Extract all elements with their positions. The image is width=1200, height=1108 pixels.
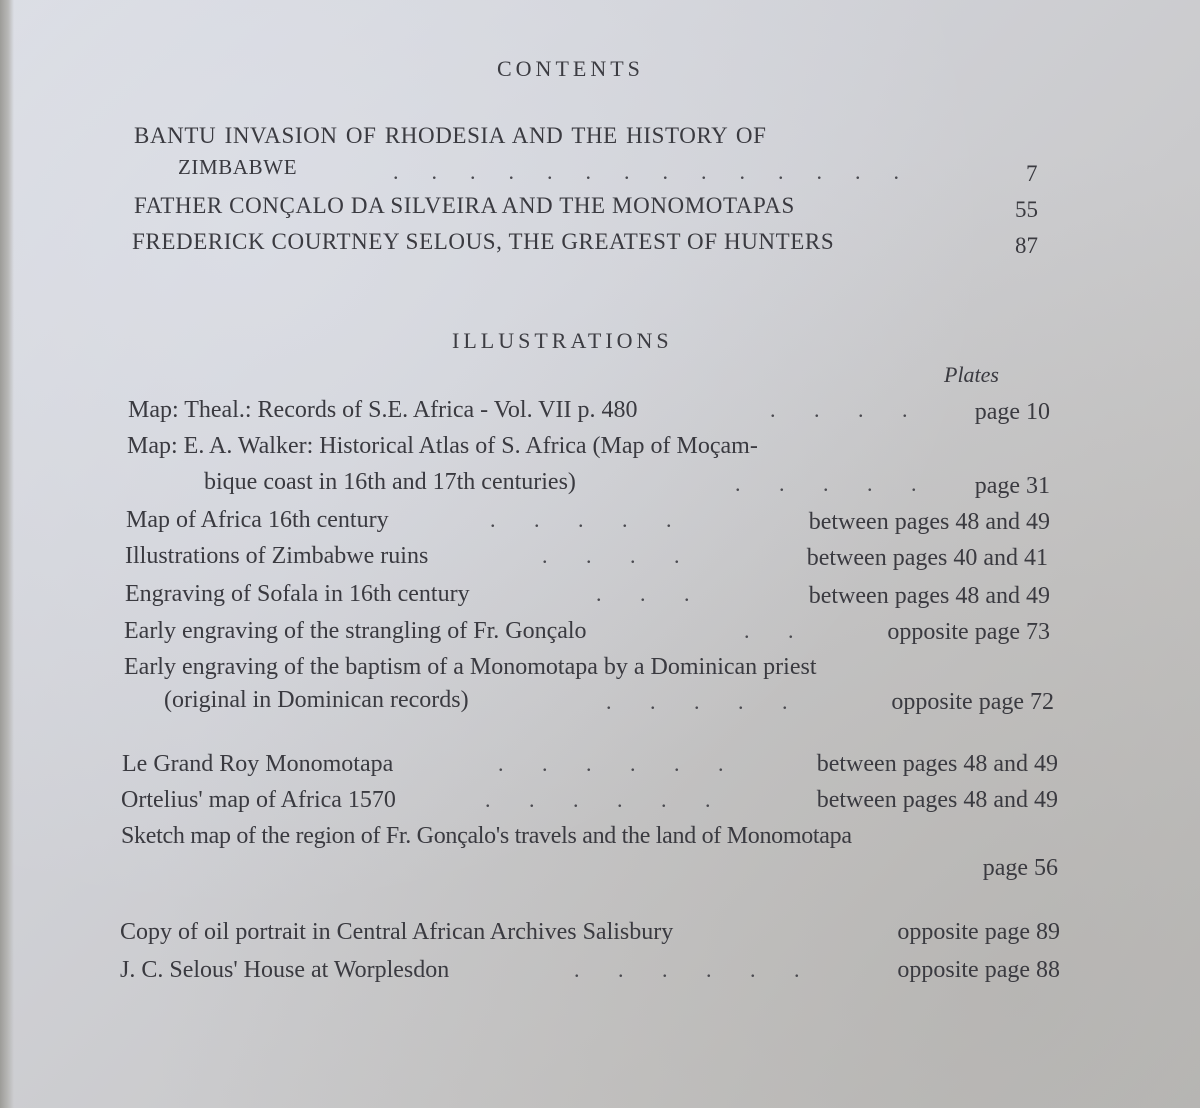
contents-heading: CONTENTS	[497, 56, 644, 81]
illustration-entry-1-title: Map: Theal.: Records of S.E. Africa - Vol. VII p. 480	[128, 397, 638, 423]
illustration-entry-5-ref: between pages 48 and 49	[808, 583, 1050, 609]
illustration-entry-1-leader: . . . .	[770, 397, 908, 422]
illustration-entry-11-title: Copy of oil portrait in Central African Archives Salisbury	[120, 919, 674, 945]
illustration-entry-4-leader: . . . .	[542, 543, 680, 568]
illustrations-heading: ILLUSTRATIONS	[452, 328, 673, 353]
contents-entry-3-page: 87	[1015, 233, 1038, 258]
contents-entry-2-title: FATHER CONÇALO DA SILVEIRA AND THE MONOMOTAPAS	[134, 193, 795, 218]
page-edge-shadow	[0, 0, 14, 1108]
illustration-entry-9-leader: . . . . . .	[485, 787, 711, 812]
illustration-entry-10-ref: page 56	[982, 855, 1058, 881]
illustration-entry-12-ref: opposite page 88	[897, 957, 1060, 983]
illustration-entry-3-title: Map of Africa 16th century	[126, 507, 389, 533]
illustration-entry-2-title-line2: bique coast in 16th and 17th centuries)	[204, 469, 576, 495]
contents-entry-1-page: 7	[1026, 161, 1038, 186]
contents-entry-2-page: 55	[1015, 197, 1038, 222]
illustration-entry-7-title-line2: (original in Dominican records)	[164, 687, 469, 713]
illustration-entry-9-title: Ortelius' map of Africa 1570	[121, 787, 396, 813]
illustration-entry-6-title: Early engraving of the strangling of Fr. Gonçalo	[124, 618, 587, 644]
contents-entry-1-leader: . . . . . . . . . . . . . .	[393, 159, 899, 184]
illustration-entry-12-leader: . . . . . .	[574, 957, 800, 982]
illustration-entry-11-ref: opposite page 89	[897, 919, 1060, 945]
illustration-entry-10-title-line1: Sketch map of the region of Fr. Gonçalo's travels and the land of Monomotapa	[121, 823, 852, 849]
illustration-entry-5-leader: . . .	[596, 581, 690, 606]
plates-column-label: Plates	[944, 362, 999, 387]
contents-entry-1-title-line2: ZIMBABWE	[178, 155, 298, 179]
illustration-entry-8-leader: . . . . . .	[498, 751, 724, 776]
illustration-entry-9-ref: between pages 48 and 49	[816, 787, 1058, 813]
illustration-entry-2-leader: . . . . .	[735, 471, 917, 496]
illustration-entry-1-ref: page 10	[974, 399, 1050, 425]
illustration-entry-8-title: Le Grand Roy Monomotapa	[122, 751, 394, 777]
illustration-entry-7-ref: opposite page 72	[891, 689, 1054, 715]
illustration-entry-12-title: J. C. Selous' House at Worplesdon	[120, 957, 450, 983]
illustration-entry-3-leader: . . . . .	[490, 507, 672, 532]
illustration-entry-5-title: Engraving of Sofala in 16th century	[125, 581, 470, 607]
contents-entry-3-title: FREDERICK COURTNEY SELOUS, THE GREATEST OF HUNTERS	[132, 229, 835, 254]
contents-entry-1-title-line1: BANTU INVASION OF RHODESIA AND THE HISTORY OF	[134, 123, 767, 148]
illustration-entry-2-title-line1: Map: E. A. Walker: Historical Atlas of S. Africa (Map of Moçam-	[127, 433, 758, 459]
illustration-entry-7-title-line1: Early engraving of the baptism of a Monomotapa by a Dominican priest	[124, 654, 817, 680]
illustration-entry-6-ref: opposite page 73	[887, 619, 1050, 645]
illustration-entry-3-ref: between pages 48 and 49	[808, 509, 1050, 535]
illustration-entry-7-leader: . . . . .	[606, 689, 788, 714]
illustration-entry-4-title: Illustrations of Zimbabwe ruins	[125, 543, 429, 569]
illustration-entry-6-leader: . .	[744, 618, 794, 643]
illustration-entry-8-ref: between pages 48 and 49	[816, 751, 1058, 777]
illustration-entry-2-ref: page 31	[974, 473, 1050, 499]
illustration-entry-4-ref: between pages 40 and 41	[806, 545, 1048, 571]
